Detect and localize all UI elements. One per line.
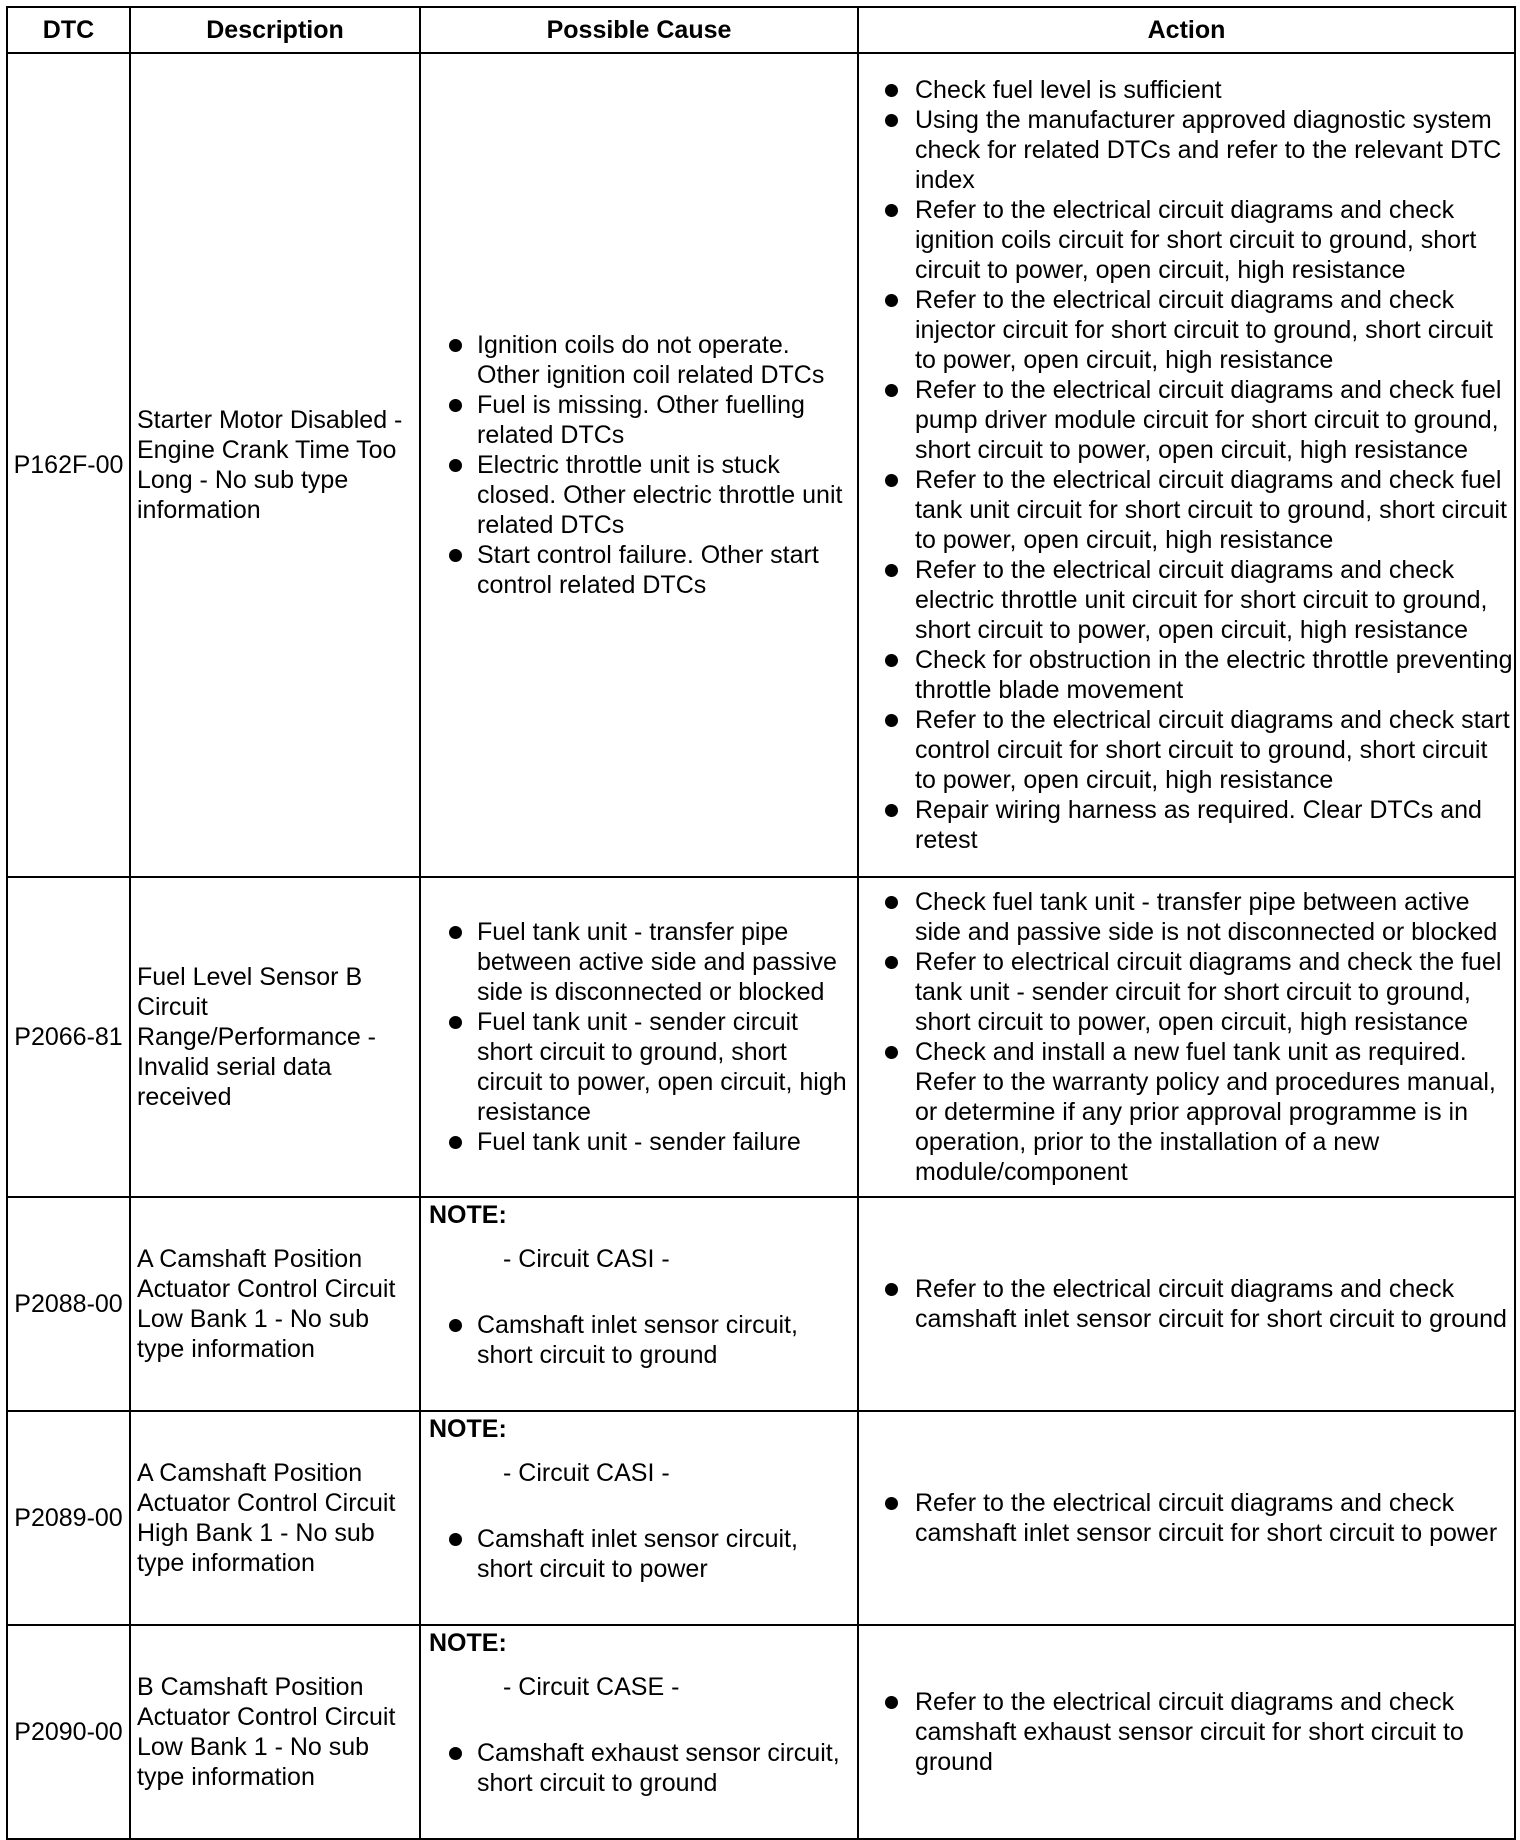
circuit-label: - Circuit CASI -: [503, 1245, 670, 1273]
header-possible-cause: Possible Cause: [420, 7, 858, 53]
cause-item: Camshaft exhaust sensor circuit, short circuit to ground: [429, 1738, 851, 1798]
dtc-table: [6, 6, 1516, 1840]
header-description: Description: [130, 7, 420, 53]
action-cell: [858, 1625, 1515, 1839]
bullet-icon: [449, 1016, 462, 1029]
bullet-icon: [449, 549, 462, 562]
bullet-icon: [449, 1747, 462, 1760]
action-item: Check for obstruction in the electric throttle preventing throttle blade movement: [881, 645, 1514, 705]
action-item: Repair wiring harness as required. Clear DTCs and retest: [881, 795, 1514, 855]
bullet-icon: [885, 1046, 898, 1059]
cause-item: Fuel is missing. Other fuelling related DTCs: [429, 390, 851, 450]
action-item: Refer to the electrical circuit diagrams and check fuel pump driver module circuit for short circuit to ground, short circuit to power, open circuit, high resistance: [881, 375, 1514, 465]
bullet-icon: [449, 1533, 462, 1546]
action-item: Refer to the electrical circuit diagrams and check ignition coils circuit for short circuit to ground, short circuit to power, open circuit, high resistance: [881, 195, 1514, 285]
dtc-description: A Camshaft Position Actuator Control Circuit Low Bank 1 - No sub type information: [130, 1197, 420, 1411]
dtc-code: P2089-00: [7, 1411, 130, 1625]
note-label: NOTE:: [429, 1415, 507, 1443]
bullet-icon: [885, 474, 898, 487]
cause-item: Start control failure. Other start control related DTCs: [429, 540, 851, 600]
action-cell: [858, 1197, 1515, 1411]
bullet-icon: [885, 114, 898, 127]
circuit-label: - Circuit CASI -: [503, 1459, 670, 1487]
action-item: Check fuel tank unit - transfer pipe between active side and passive side is not disconnected or blocked: [881, 887, 1514, 947]
bullet-icon: [449, 1136, 462, 1149]
cause-item: Fuel tank unit - transfer pipe between active side and passive side is disconnected or blocked: [429, 917, 851, 1007]
bullet-icon: [885, 654, 898, 667]
dtc-description: Fuel Level Sensor B Circuit Range/Performance - Invalid serial data received: [130, 877, 420, 1197]
action-item: Refer to electrical circuit diagrams and check the fuel tank unit - sender circuit for short circuit to ground, short circuit to power, open circuit, high resistance: [881, 947, 1514, 1037]
bullet-icon: [885, 1497, 898, 1510]
action-item: Refer to the electrical circuit diagrams and check start control circuit for short circuit to ground, short circuit to power, open circuit, high resistance: [881, 705, 1514, 795]
bullet-icon: [449, 399, 462, 412]
possible-cause-cell: [420, 877, 858, 1197]
possible-cause-cell: [420, 53, 858, 877]
cause-item: Ignition coils do not operate. Other ignition coil related DTCs: [429, 330, 851, 390]
action-item: Check fuel level is sufficient: [881, 75, 1514, 105]
bullet-icon: [885, 294, 898, 307]
table-row: [7, 1625, 1515, 1839]
action-item: Refer to the electrical circuit diagrams and check camshaft inlet sensor circuit for short circuit to ground: [881, 1274, 1514, 1334]
action-cell: [858, 1411, 1515, 1625]
cause-item: Camshaft inlet sensor circuit, short circuit to power: [429, 1524, 851, 1584]
action-item: Refer to the electrical circuit diagrams and check fuel tank unit circuit for short circuit to ground, short circuit to power, open circuit, high resistance: [881, 465, 1514, 555]
bullet-icon: [449, 339, 462, 352]
bullet-icon: [885, 804, 898, 817]
bullet-icon: [449, 459, 462, 472]
possible-cause-cell: [420, 1625, 858, 1839]
table-row: [7, 53, 1515, 877]
possible-cause-cell: [420, 1197, 858, 1411]
action-item: Refer to the electrical circuit diagrams and check camshaft exhaust sensor circuit for short circuit to ground: [881, 1687, 1514, 1777]
dtc-description: B Camshaft Position Actuator Control Circuit Low Bank 1 - No sub type information: [130, 1625, 420, 1839]
dtc-code: P2088-00: [7, 1197, 130, 1411]
possible-cause-cell: [420, 1411, 858, 1625]
header-row: [7, 7, 1515, 53]
cause-item: Camshaft inlet sensor circuit, short circuit to ground: [429, 1310, 851, 1370]
action-cell: [858, 877, 1515, 1197]
dtc-description: A Camshaft Position Actuator Control Circuit High Bank 1 - No sub type information: [130, 1411, 420, 1625]
note-label: NOTE:: [429, 1629, 507, 1657]
bullet-icon: [885, 1283, 898, 1296]
dtc-description: Starter Motor Disabled - Engine Crank Time Too Long - No sub type information: [130, 53, 420, 877]
action-item: Refer to the electrical circuit diagrams and check electric throttle unit circuit for short circuit to ground, short circuit to power, open circuit, high resistance: [881, 555, 1514, 645]
header-dtc: DTC: [7, 7, 130, 53]
circuit-label: - Circuit CASE -: [503, 1673, 680, 1701]
action-item: Check and install a new fuel tank unit as required. Refer to the warranty policy and procedures manual, or determine if any prior approval programme is in operation, prior to the installation of a new module/component: [881, 1037, 1514, 1187]
dtc-code: P2090-00: [7, 1625, 130, 1839]
bullet-icon: [449, 1319, 462, 1332]
action-cell: [858, 53, 1515, 877]
table-row: [7, 1197, 1515, 1411]
bullet-icon: [885, 384, 898, 397]
table-row: [7, 877, 1515, 1197]
bullet-icon: [885, 1696, 898, 1709]
bullet-icon: [885, 956, 898, 969]
cause-item: Electric throttle unit is stuck closed. Other electric throttle unit related DTCs: [429, 450, 851, 540]
note-label: NOTE:: [429, 1201, 507, 1229]
bullet-icon: [449, 926, 462, 939]
dtc-code: P2066-81: [7, 877, 130, 1197]
dtc-code: P162F-00: [7, 53, 130, 877]
bullet-icon: [885, 714, 898, 727]
cause-item: Fuel tank unit - sender circuit short circuit to ground, short circuit to power, open circuit, high resistance: [429, 1007, 851, 1127]
action-item: Refer to the electrical circuit diagrams and check camshaft inlet sensor circuit for short circuit to power: [881, 1488, 1514, 1548]
action-item: Refer to the electrical circuit diagrams and check injector circuit for short circuit to ground, short circuit to power, open circuit, high resistance: [881, 285, 1514, 375]
bullet-icon: [885, 84, 898, 97]
bullet-icon: [885, 204, 898, 217]
action-item: Using the manufacturer approved diagnostic system check for related DTCs and refer to the relevant DTC index: [881, 105, 1514, 195]
cause-item: Fuel tank unit - sender failure: [429, 1127, 851, 1157]
bullet-icon: [885, 564, 898, 577]
bullet-icon: [885, 896, 898, 909]
header-action: Action: [858, 7, 1515, 53]
table-row: [7, 1411, 1515, 1625]
